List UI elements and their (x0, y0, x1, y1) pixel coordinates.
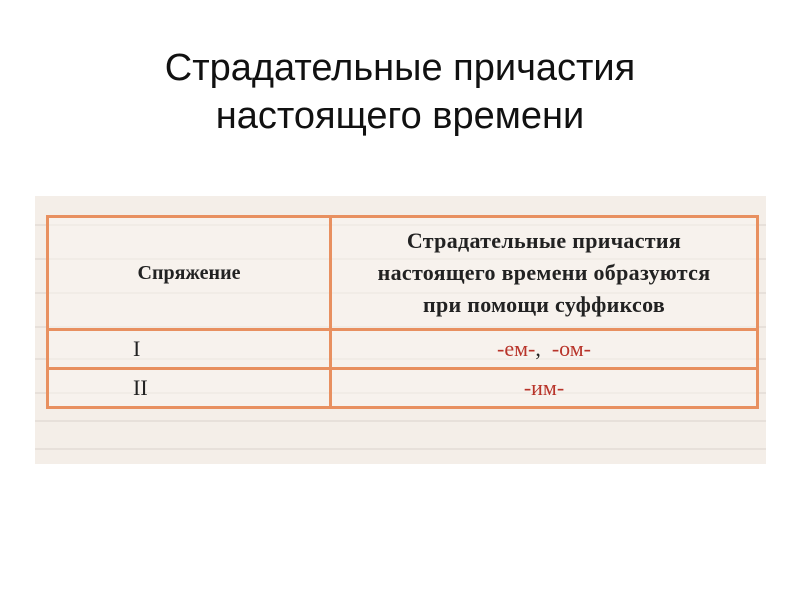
conjugation-cell: I (48, 330, 331, 369)
scan-ghost-line (35, 448, 766, 450)
header-line-3: при помощи суффиксов (422, 292, 666, 317)
suffix-cell (331, 369, 758, 408)
header-line-2: настоящего времени образуются (377, 260, 711, 285)
table-row (48, 330, 758, 369)
header-participle-suffixes (331, 217, 758, 330)
suffix-separator: , (535, 336, 541, 361)
header-conjugation: Спряжение (48, 217, 331, 330)
suffix-cell (331, 330, 758, 369)
slide-title (0, 44, 800, 140)
table-header-row (48, 217, 758, 330)
suffix-im: -им- (523, 375, 565, 400)
suffix-em: -ем- (497, 336, 536, 361)
conjugation-cell: II (48, 369, 331, 408)
conjugation-table (46, 215, 759, 409)
header-line-1: Страдательные причастия (406, 228, 682, 253)
table-row (48, 369, 758, 408)
suffix-om: -ом- (551, 336, 591, 361)
title-line-2: настоящего времени (215, 95, 585, 137)
scan-ghost-line (35, 420, 766, 422)
title-line-1: Страдательные причастия (164, 47, 636, 89)
scanned-table-image (35, 196, 766, 464)
